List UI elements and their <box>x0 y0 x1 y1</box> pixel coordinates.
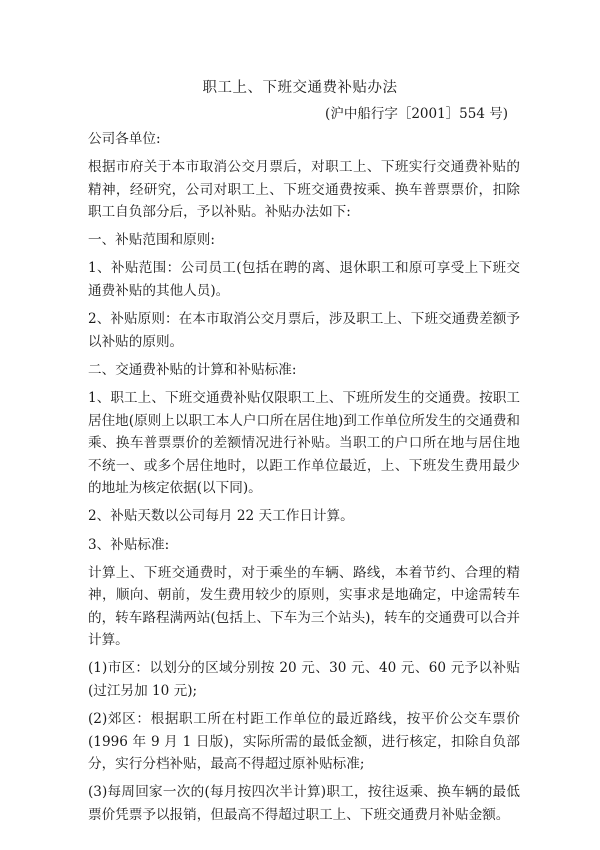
section-heading-scope: 一、补贴范围和原则: <box>88 232 215 249</box>
salutation: 公司各单位: <box>88 131 161 147</box>
paragraph-principle: 2、补贴原则：在本市取消公交月票后，涉及职工上、下班交通费差额予以补贴的原则。 <box>88 311 520 350</box>
paragraph-urban: (1)市区：以划分的区域分别按 20 元、30 元、40 元、60 元予以补贴(过江另加 10 元); <box>88 660 520 700</box>
paragraph-scope: 1、补贴范围：公司员工(包括在聘的离、退休职工和原可享受上下班交通费补贴的其他人员)。 <box>88 260 520 300</box>
document-title: 职工上、下班交通费补贴办法 <box>202 80 398 96</box>
paragraph-suburban: (2)郊区：根据职工所在村距工作单位的最近路线，按平价公交车票价(1996 年 9 月 1 日版)，实际所需的最低金额，进行核定，扣除自负部分，实行分档补贴，最高不得超过原补贴标准; <box>88 711 520 773</box>
paragraph-calculation-1: 1、职工上、下班交通费补贴仅限职工上、下班所发生的交通费。按职工居住地(原则上以职工本人户口所在居住地)到工作单位所发生的交通费和乘、换车普票票价的差额情况进行补贴。当职工的户口所在地与居住地不统一、或多个居住地时，以距工作单位最近，上、下班发生费用最少的地址为核定依据(以下同)。 <box>88 389 521 497</box>
paragraph-standard-body: 计算上、下班交通费时，对于乘坐的车辆、路线，本着节约、合理的精神，顺向、朝前，发生费用较少的原则，实事求是地确定，中途需转车的，转车路程满两站(包括上、下车为三个站头)，转车的交通费可以合并计算。 <box>88 564 521 649</box>
paragraph-calculation-2: 2、补贴天数以公司每月 22 天工作日计算。 <box>88 508 354 525</box>
section-heading-calculation: 二、交通费补贴的计算和补贴标准: <box>88 361 297 378</box>
paragraph-weekly-home: (3)每周回家一次的(每月按四次半计算)职工，按往返乘、换车辆的最低票价凭票予以报销，但最高不得超过职工上、下班交通费月补贴金额。 <box>88 784 520 824</box>
paragraph-standard-heading: 3、补贴标准: <box>88 536 170 553</box>
document-number: (沪中船行字［2001］554 号) <box>325 106 508 122</box>
document-body <box>88 128 520 832</box>
intro-paragraph: 根据市府关于本市取消公交月票后，对职工上、下班实行交通费补贴的精神，经研究，公司对职工上、下班交通费按乘、换车普票票价，扣除职工自负部分后，予以补贴。补贴办法如下: <box>88 159 520 221</box>
